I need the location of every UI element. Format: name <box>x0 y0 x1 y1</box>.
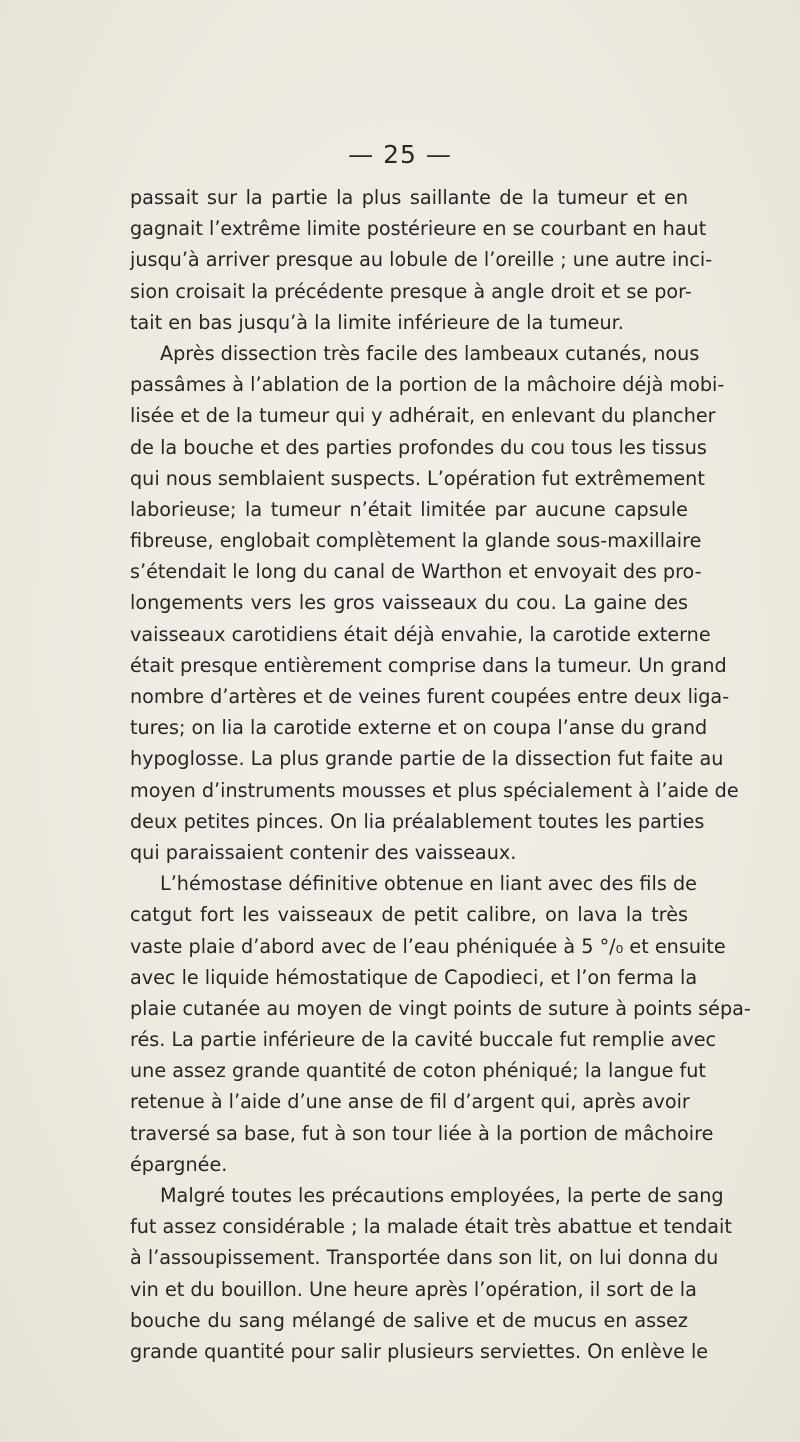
text-line: nombre d’artères et de veines furent coupées entre deux liga- <box>130 685 730 708</box>
text-line: L’hémostase définitive obtenue en liant avec des fils de <box>160 872 697 896</box>
text-line: jusqu’à arriver presque au lobule de l’oreille ; une autre inci- <box>130 248 713 272</box>
text-line: Malgré toutes les précautions employées, la perte de sang <box>160 1184 724 1207</box>
text-line: qui paraissaient contenir des vaisseaux. <box>130 840 517 864</box>
page-number: — 25 — <box>348 140 452 169</box>
text-line: hypoglosse. La plus grande partie de la dissection fut faite au <box>130 747 724 771</box>
text-line: s’étendait le long du canal de Warthon et envoyait des pro- <box>130 560 702 584</box>
text-line: traversé sa base, fut à son tour liée à la portion de mâchoire <box>130 1121 714 1145</box>
text-line: vin et du bouillon. Une heure après l’opération, il sort de la <box>130 1277 697 1301</box>
text-line: une assez grande quantité de coton phéniqué; la langue fut <box>130 1059 706 1083</box>
body-text <box>130 182 751 1367</box>
text-line: passâmes à l’ablation de la portion de la mâchoire déjà mobi- <box>130 373 725 397</box>
text-line: épargnée. <box>130 1152 228 1176</box>
text-line: longements vers les gros vaisseaux du cou. La gaine des <box>130 591 688 615</box>
text-line: passait sur la partie la plus saillante de la tumeur et en <box>130 186 688 209</box>
text-line: qui nous semblaient suspects. L’opération fut extrêmement <box>130 466 705 490</box>
text-line: laborieuse; la tumeur n’était limitée par aucune capsule <box>130 497 688 521</box>
text-line: était presque entièrement comprise dans la tumeur. Un grand <box>130 653 727 677</box>
text-line: vaisseaux carotidiens était déjà envahie, la carotide externe <box>130 622 711 646</box>
text-line: fibreuse, englobait complètement la glande sous-maxillaire <box>130 529 702 553</box>
text-line: grande quantité pour salir plusieurs serviettes. On enlève le <box>130 1339 709 1363</box>
text-line: sion croisait la précédente presque à angle droit et se por- <box>130 279 692 303</box>
text-line: deux petites pinces. On lia préalablement toutes les parties <box>130 809 705 833</box>
text-line: gagnait l’extrême limite postérieure en se courbant en haut <box>130 217 707 241</box>
text-line: lisée et de la tumeur qui y adhérait, en enlevant du plancher <box>130 404 716 428</box>
text-line: retenue à l’aide d’une anse de fil d’argent qui, après avoir <box>130 1090 690 1114</box>
text-line: tures; on lia la carotide externe et on coupa l’anse du grand <box>130 716 708 740</box>
text-line: tait en bas jusqu’à la limite inférieure de la tumeur. <box>130 310 624 334</box>
text-line: plaie cutanée au moyen de vingt points de suture à points sépa- <box>130 996 751 1020</box>
text-line: bouche du sang mélangé de salive et de mucus en assez <box>130 1308 688 1332</box>
text-line: de la bouche et des parties profondes du cou tous les tissus <box>130 435 707 459</box>
text-line: catgut fort les vaisseaux de petit calibre, on lava la très <box>130 903 688 927</box>
text-line: moyen d’instruments mousses et plus spécialement à l’aide de <box>130 778 739 802</box>
text-line: avec le liquide hémostatique de Capodieci, et l’on ferma la <box>130 965 698 989</box>
text-line: fut assez considérable ; la malade était très abattue et tendait <box>130 1215 732 1239</box>
text-line: vaste plaie d’abord avec de l’eau phéniquée à 5 °/₀ et ensuite <box>130 934 726 958</box>
text-line: à l’assoupissement. Transportée dans son lit, on lui donna du <box>130 1246 719 1270</box>
text-line: rés. La partie inférieure de la cavité buccale fut remplie avec <box>130 1028 717 1052</box>
text-line: Après dissection très facile des lambeaux cutanés, nous <box>160 341 700 365</box>
